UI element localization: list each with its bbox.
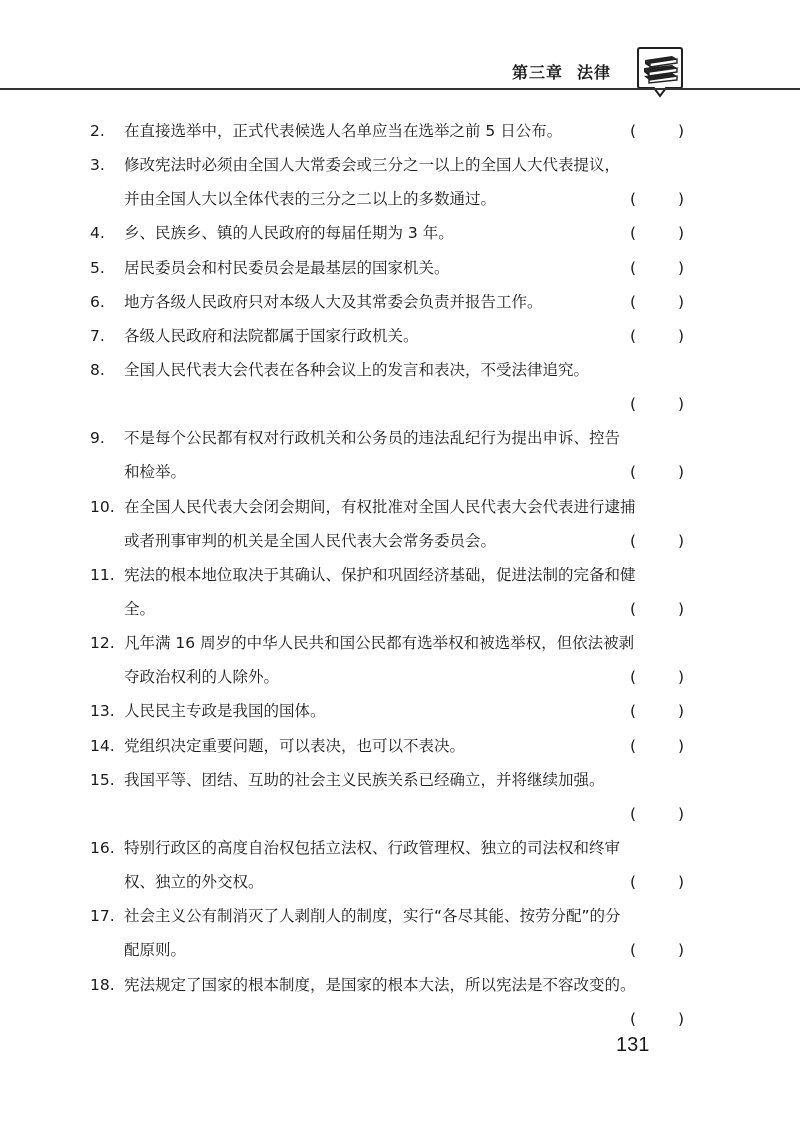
- header-divider: [0, 88, 800, 90]
- close-paren: ): [677, 190, 684, 209]
- answer-blank[interactable]: [630, 216, 684, 250]
- question-number: 13.: [90, 702, 115, 721]
- question-text: 乡、民族乡、镇的人民政府的每届任期为 3 年。: [124, 224, 454, 243]
- question-line: [0, 558, 800, 592]
- question-text: 人民民主专政是我国的国体。: [124, 702, 326, 721]
- question-line: [0, 251, 800, 285]
- question-text: 和检举。: [124, 463, 187, 482]
- question-line: [0, 592, 800, 626]
- answer-blank[interactable]: [630, 660, 684, 694]
- open-paren: (: [630, 395, 637, 414]
- question-line: [0, 626, 800, 660]
- question-text: 凡年满 16 周岁的中华人民共和国公民都有选举权和被选举权，但依法被剥: [124, 634, 635, 653]
- answer-blank[interactable]: [630, 251, 684, 285]
- open-paren: (: [630, 873, 637, 892]
- question-line: [0, 660, 800, 694]
- answer-blank[interactable]: [630, 933, 684, 967]
- open-paren: (: [630, 224, 637, 243]
- answer-blank[interactable]: [630, 592, 684, 626]
- question-line: [0, 524, 800, 558]
- open-paren: (: [630, 122, 637, 140]
- close-paren: ): [677, 941, 684, 960]
- question-line: [0, 216, 800, 250]
- question-text: 我国平等、团结、互助的社会主义民族关系已经确立，并将继续加强。: [124, 770, 605, 789]
- question-number: 2.: [90, 122, 105, 140]
- question-line: [0, 763, 800, 797]
- question-list: [0, 114, 800, 1036]
- question-number: 6.: [90, 292, 105, 311]
- question-line: [0, 729, 800, 763]
- question-line: [0, 285, 800, 319]
- question-number: 5.: [90, 258, 105, 277]
- answer-blank[interactable]: [630, 455, 684, 489]
- close-paren: ): [677, 668, 684, 687]
- close-paren: ): [677, 804, 684, 823]
- question-line: [0, 182, 800, 216]
- question-text: 在直接选举中，正式代表候选人名单应当在选举之前 5 日公布。: [124, 122, 563, 140]
- question-text: 全国人民代表大会代表在各种会议上的发言和表决，不受法律追究。: [124, 360, 590, 379]
- question-line: [0, 490, 800, 524]
- open-paren: (: [630, 326, 637, 345]
- question-number: 3.: [90, 156, 105, 175]
- question-text: 党组织决定重要问题，可以表决，也可以不表决。: [124, 736, 466, 755]
- question-text: 不是每个公民都有权对行政机关和公务员的违法乱纪行为提出申诉、控告: [124, 429, 621, 448]
- question-text: 社会主义公有制消灭了人剥削人的制度，实行“各尽其能、按劳分配”的分: [124, 907, 621, 926]
- question-number: 18.: [90, 975, 115, 994]
- close-paren: ): [677, 395, 684, 414]
- close-paren: ): [677, 736, 684, 755]
- question-line: [0, 319, 800, 353]
- question-number: 15.: [90, 770, 115, 789]
- open-paren: (: [630, 702, 637, 721]
- open-paren: (: [630, 463, 637, 482]
- open-paren: (: [630, 190, 637, 209]
- open-paren: (: [630, 599, 637, 618]
- question-line: [0, 387, 800, 421]
- close-paren: ): [677, 463, 684, 482]
- question-line: [0, 1002, 800, 1036]
- question-number: 16.: [90, 838, 115, 857]
- question-text: 居民委员会和村民委员会是最基层的国家机关。: [124, 258, 450, 277]
- open-paren: (: [630, 258, 637, 277]
- answer-blank[interactable]: [630, 797, 684, 831]
- question-line: [0, 421, 800, 455]
- answer-blank[interactable]: [630, 285, 684, 319]
- chapter-label: 第三章: [512, 63, 564, 82]
- question-number: 10.: [90, 497, 115, 516]
- close-paren: ): [677, 122, 684, 140]
- question-line: [0, 797, 800, 831]
- answer-blank[interactable]: [630, 319, 684, 353]
- question-line: [0, 968, 800, 1002]
- question-text: 各级人民政府和法院都属于国家行政机关。: [124, 326, 419, 345]
- answer-blank[interactable]: [630, 387, 684, 421]
- question-text: 特别行政区的高度自治权包括立法权、行政管理权、独立的司法权和终审: [124, 838, 621, 857]
- close-paren: ): [677, 531, 684, 550]
- chapter-title: 法律: [577, 63, 612, 82]
- answer-blank[interactable]: [630, 865, 684, 899]
- answer-blank[interactable]: [630, 524, 684, 558]
- question-line: [0, 353, 800, 387]
- question-line: [0, 455, 800, 489]
- answer-blank[interactable]: [630, 729, 684, 763]
- question-line: [0, 694, 800, 728]
- answer-blank[interactable]: [630, 694, 684, 728]
- question-number: 8.: [90, 360, 105, 379]
- question-line: [0, 899, 800, 933]
- close-paren: ): [677, 1009, 684, 1028]
- question-text: 修改宪法时必须由全国人大常委会或三分之一以上的全国人大代表提议，: [124, 156, 621, 175]
- question-line: [0, 148, 800, 182]
- answer-blank[interactable]: [630, 182, 684, 216]
- question-line: [0, 831, 800, 865]
- open-paren: (: [630, 736, 637, 755]
- close-paren: ): [677, 599, 684, 618]
- question-text: 夺政治权利的人除外。: [124, 668, 280, 687]
- stacked-books-icon: [636, 46, 684, 100]
- question-text: 在全国人民代表大会闭会期间，有权批准对全国人民代表大会代表进行逮捕: [124, 497, 636, 516]
- page-number: 131: [616, 1034, 650, 1056]
- open-paren: (: [630, 292, 637, 311]
- question-text: 配原则。: [124, 941, 187, 960]
- running-header: [512, 60, 611, 83]
- open-paren: (: [630, 1009, 637, 1028]
- open-paren: (: [630, 531, 637, 550]
- close-paren: ): [677, 326, 684, 345]
- question-text: 宪法的根本地位取决于其确认、保护和巩固经济基础，促进法制的完备和健: [124, 565, 636, 584]
- close-paren: ): [677, 702, 684, 721]
- question-number: 17.: [90, 907, 115, 926]
- question-text: 并由全国人大以全体代表的三分之二以上的多数通过。: [124, 190, 497, 209]
- question-number: 12.: [90, 634, 115, 653]
- question-line: [0, 114, 800, 148]
- question-text: 权、独立的外交权。: [124, 873, 264, 892]
- question-number: 7.: [90, 326, 105, 345]
- open-paren: (: [630, 941, 637, 960]
- close-paren: ): [677, 224, 684, 243]
- question-line: [0, 933, 800, 967]
- question-text: 或者刑事审判的机关是全国人民代表大会常务委员会。: [124, 531, 497, 550]
- question-number: 9.: [90, 429, 105, 448]
- question-number: 4.: [90, 224, 105, 243]
- question-line: [0, 865, 800, 899]
- question-text: 地方各级人民政府只对本级人大及其常委会负责并报告工作。: [124, 292, 543, 311]
- close-paren: ): [677, 873, 684, 892]
- close-paren: ): [677, 292, 684, 311]
- question-text: 全。: [124, 599, 156, 618]
- question-number: 14.: [90, 736, 115, 755]
- question-number: 11.: [90, 565, 115, 584]
- open-paren: (: [630, 668, 637, 687]
- close-paren: ): [677, 258, 684, 277]
- open-paren: (: [630, 804, 637, 823]
- answer-blank[interactable]: [630, 1002, 684, 1036]
- question-text: 宪法规定了国家的根本制度，是国家的根本大法，所以宪法是不容改变的。: [124, 975, 636, 994]
- answer-blank[interactable]: [630, 114, 684, 148]
